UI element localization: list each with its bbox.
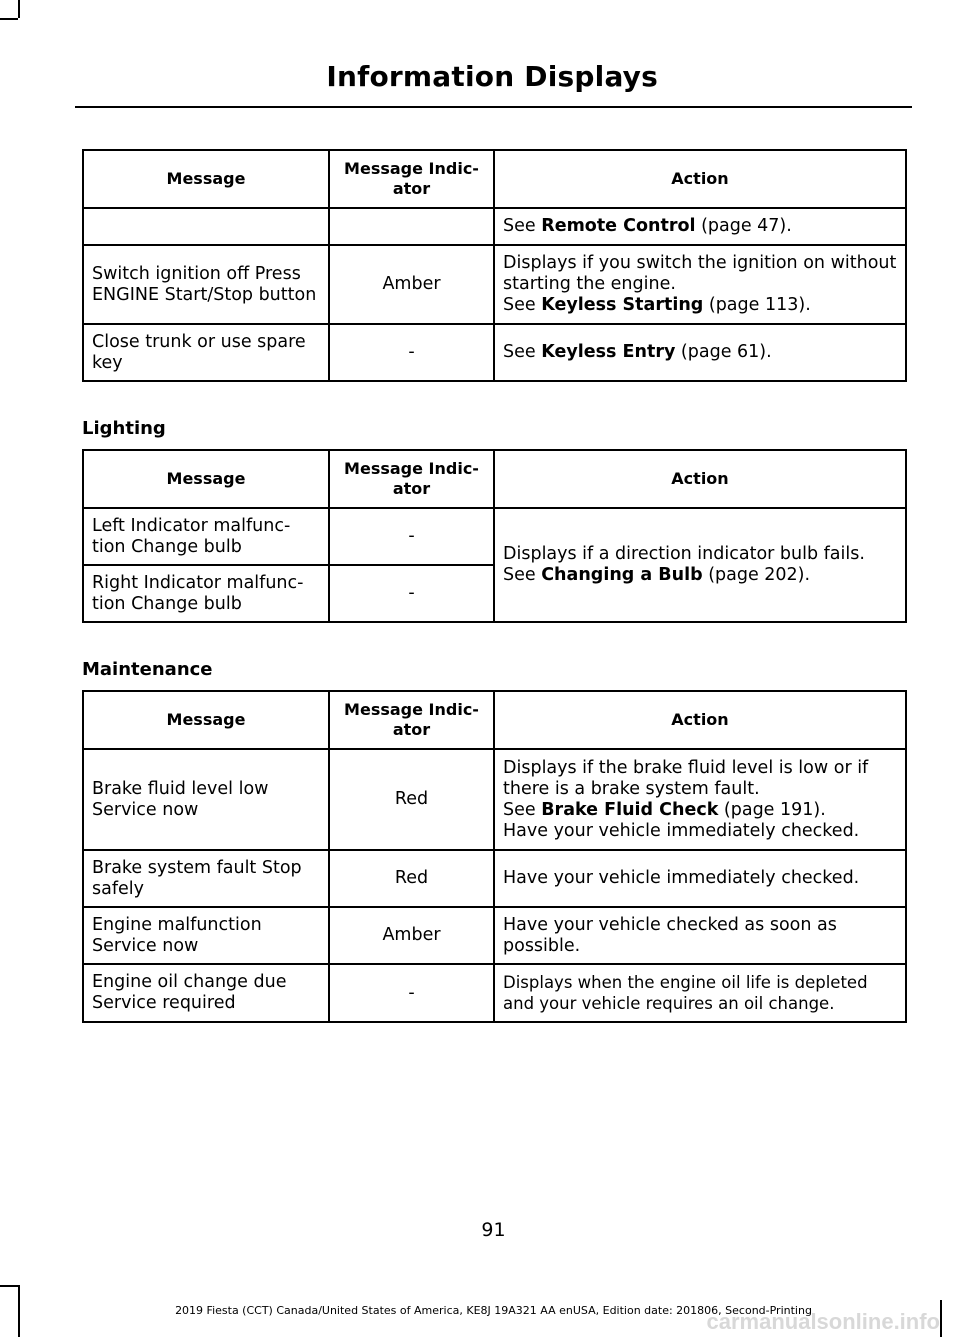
indicator-cell: - (329, 964, 494, 1022)
table-row (83, 964, 906, 1022)
column-header-action: Action (494, 150, 906, 208)
indicator-cell: Amber (329, 245, 494, 324)
page-reference: Changing a Bulb (541, 565, 703, 585)
column-header-message: Message (83, 691, 329, 749)
page-reference: Brake Fluid Check (541, 799, 719, 820)
indicator-cell: - (329, 508, 494, 565)
indicator-cell: - (329, 324, 494, 381)
messages-table (82, 149, 907, 382)
column-header-indicator: Message Indic- ator (329, 691, 494, 749)
indicator-cell (329, 208, 494, 245)
column-header-message: Message (83, 450, 329, 508)
lighting-table (82, 449, 907, 623)
page-title: Information Displays (326, 60, 658, 93)
message-cell: Left Indicator malfunc-tion Change bulb (83, 508, 329, 565)
message-cell: Engine oil change due Service required (83, 964, 329, 1022)
action-cell: Displays if the brake fluid level is low or if there is a brake system fault. See Brake Fluid Check (page 191). Have your vehicle immediately checked. (494, 749, 906, 850)
page-reference: Keyless Entry (541, 342, 676, 362)
table-row (83, 208, 906, 245)
page-reference: Keyless Starting (541, 295, 704, 315)
indicator-cell: - (329, 565, 494, 622)
column-header-action: Action (494, 450, 906, 508)
section-title-lighting: Lighting (82, 418, 166, 439)
watermark: carmanualsonline.info (706, 1309, 940, 1334)
header-rule (75, 106, 912, 108)
crop-mark (0, 18, 18, 20)
table-row (83, 907, 906, 964)
action-cell: Displays if you switch the ignition on without starting the engine. See Keyless Starting (page 113). (494, 245, 906, 324)
message-cell: Right Indicator malfunc-tion Change bulb (83, 565, 329, 622)
maintenance-table (82, 690, 907, 1023)
column-header-message: Message (83, 150, 329, 208)
table-row (83, 324, 906, 381)
indicator-cell: Amber (329, 907, 494, 964)
edition-footer: 2019 Fiesta (CCT) Canada/United States of America, KE8J 19A321 AA enUSA, Edition date: 201806, Second-Printing (175, 1304, 812, 1317)
table-row (83, 749, 906, 850)
message-cell: Switch ignition off Press ENGINE Start/Stop button (83, 245, 329, 324)
message-cell: Brake fluid level low Service now (83, 749, 329, 850)
table-row (83, 850, 906, 907)
column-header-indicator: Message Indic- ator (329, 150, 494, 208)
crop-mark (0, 1285, 18, 1287)
action-cell: Have your vehicle checked as soon as possible. (494, 907, 906, 964)
action-cell: See Remote Control (page 47). (494, 208, 906, 245)
message-cell: Engine malfunction Service now (83, 907, 329, 964)
column-header-indicator: Message Indic- ator (329, 450, 494, 508)
column-header-action: Action (494, 691, 906, 749)
crop-mark (18, 0, 20, 18)
table-row (83, 245, 906, 324)
message-cell: Close trunk or use spare key (83, 324, 329, 381)
table-row (83, 508, 906, 565)
section-title-maintenance: Maintenance (82, 659, 213, 680)
message-cell: Brake system fault Stop safely (83, 850, 329, 907)
page-number: 91 (481, 1219, 506, 1241)
indicator-cell: Red (329, 749, 494, 850)
message-cell (83, 208, 329, 245)
action-cell: Have your vehicle immediately checked. (494, 850, 906, 907)
action-cell: See Keyless Entry (page 61). (494, 324, 906, 381)
action-cell: Displays when the engine oil life is depleted and your vehicle requires an oil change. (494, 964, 906, 1022)
indicator-cell: Red (329, 850, 494, 907)
page-reference: Remote Control (541, 216, 696, 236)
action-cell: Displays if a direction indicator bulb fails. See Changing a Bulb (page 202). (494, 508, 906, 622)
